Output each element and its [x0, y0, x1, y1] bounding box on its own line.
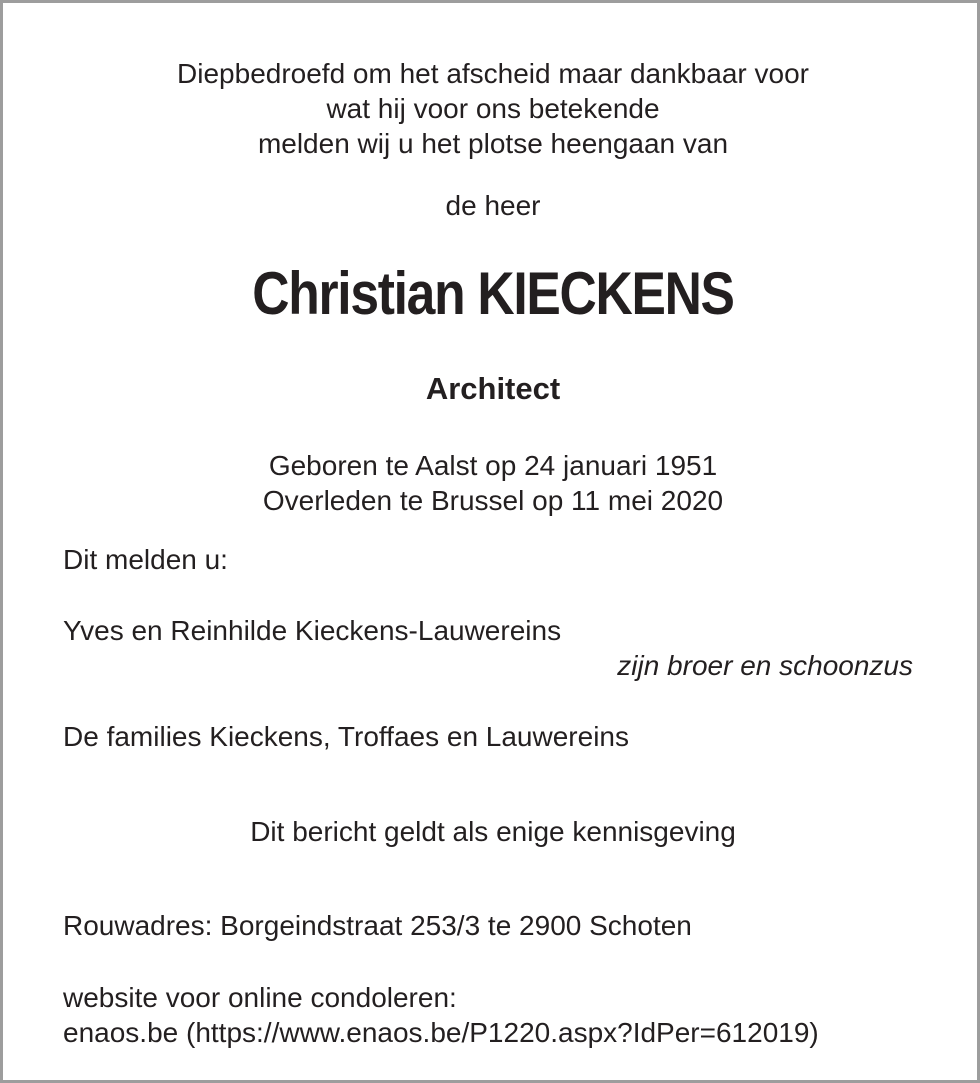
mourning-address: Rouwadres: Borgeindstraat 253/3 te 2900 Schoten — [63, 910, 692, 941]
intro-line-2: wat hij voor ons betekende — [326, 93, 660, 124]
intro-line-3: melden wij u het plotse heengaan van — [257, 128, 729, 159]
deceased-name: Christian KIECKENS — [252, 260, 734, 327]
announcers-heading: Dit melden u: — [63, 544, 228, 575]
salutation: de heer — [445, 190, 541, 221]
announcer-names: Yves en Reinhilde Kieckens-Lauwereins — [63, 615, 562, 646]
condolence-link[interactable]: enaos.be (https://www.enaos.be/P1220.aspx?IdPer=612019) — [63, 1017, 819, 1048]
birth-line: Geboren te Aalst op 24 januari 1951 — [268, 450, 718, 481]
death-line: Overleden te Brussel op 11 mei 2020 — [262, 485, 724, 516]
condolence-label: website voor online condoleren: — [63, 982, 457, 1013]
intro-line-1: Diepbedroefd om het afscheid maar dankbaar voor — [177, 58, 809, 89]
announcer-relation: zijn broer en schoonzus — [617, 650, 913, 681]
notice-line: Dit bericht geldt als enige kennisgeving — [250, 816, 736, 847]
announcer-families: De families Kieckens, Troffaes en Lauwereins — [63, 721, 629, 752]
profession: Architect — [425, 371, 561, 406]
